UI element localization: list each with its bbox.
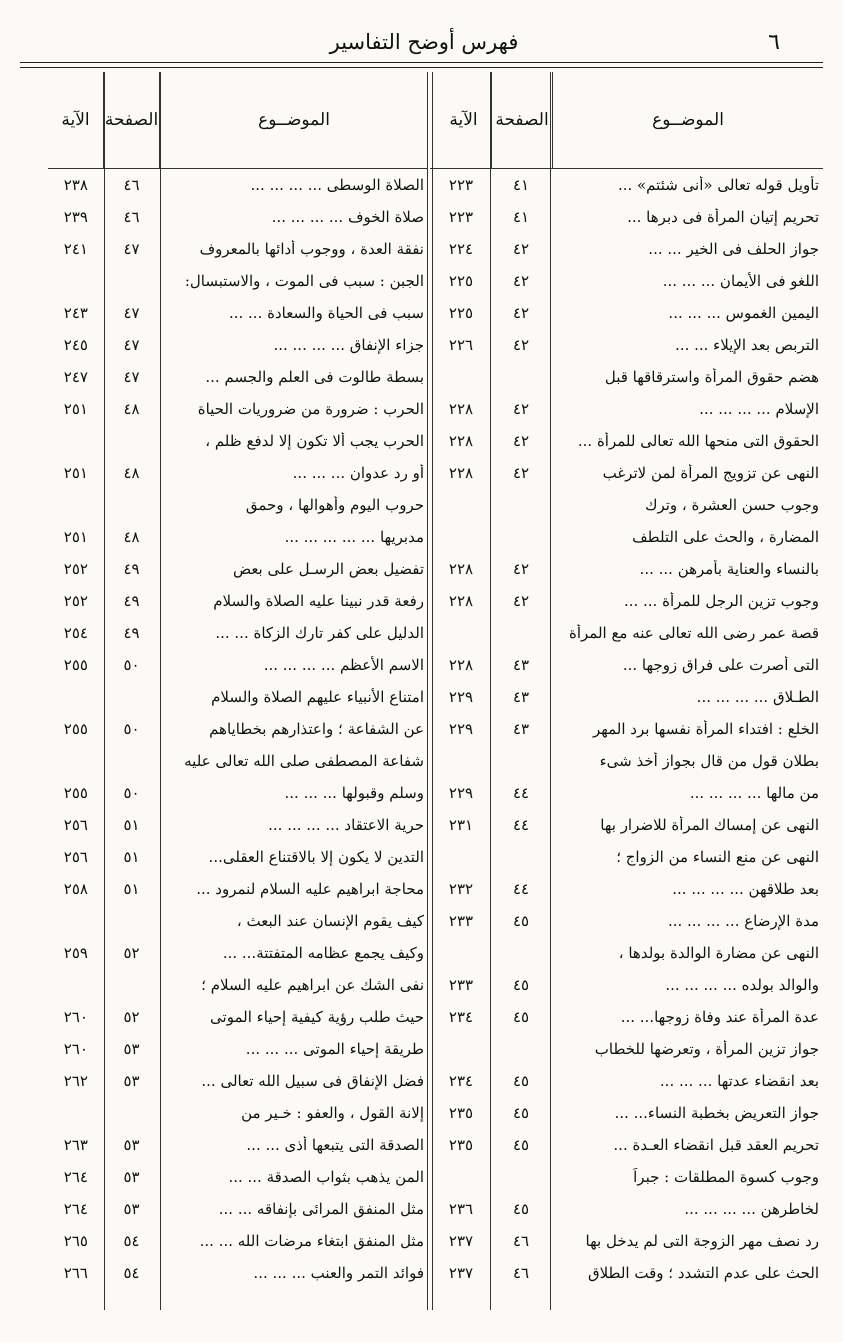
header-page: الصفحة [103,72,160,168]
entry-topic: كيف يقوم الإنسان عند البعث ، [236,912,424,930]
index-entry [430,649,823,681]
entry-verse: ٢٥٢ [63,592,88,610]
entry-topic: بسطة طالوت فى العلم والجسم ... [205,368,424,386]
entry-page: ٤٢ [512,592,530,610]
entry-topic: رد نصف مهر الزوجة التى لم يدخل بها [585,1232,819,1250]
index-entry [48,1193,428,1225]
index-entry [430,681,823,713]
index-entry [48,1257,428,1289]
entry-verse: ٢٣٥ [448,1104,474,1122]
index-entry [48,329,428,361]
entry-verse: ٢٥٢ [63,560,88,578]
index-entry [48,713,428,745]
entry-page: ٤٥ [512,976,530,994]
entry-verse: ٢٣٨ [63,176,88,194]
entry-topic: تفضيل بعض الرسـل على بعض [232,560,424,578]
header-topic: الموضــوع [258,110,330,130]
index-entry [48,489,428,521]
index-entry [430,553,823,585]
index-entry [430,1257,823,1289]
entry-topic: بالنساء والعناية بأمرهن ... ... [639,560,819,578]
entry-verse: ٢٢٥ [448,272,474,290]
index-entry [48,521,428,553]
entry-topic: جواز تزين المرأة ، وتعرضها للخطاب [594,1040,819,1058]
index-entry [430,873,823,905]
entry-verse: ٢٢٩ [448,720,474,738]
index-entry [430,393,823,425]
entry-verse: ٢٢٩ [448,688,474,706]
entry-topic: مثل المنفق ابتغاء مرضات الله ... ... [199,1232,424,1250]
entry-page: ٤٦ [512,1232,530,1250]
entry-verse: ٢٢٣ [448,208,474,226]
index-entry [48,649,428,681]
entry-topic: وجوب تزين الرجل للمرأة ... ... [623,592,819,610]
entry-verse: ٢٥٨ [63,880,88,898]
entry-page: ٥٣ [123,1040,140,1058]
entry-topic: الحرب : ضرورة من ضروريات الحياة [197,400,424,418]
entry-page: ٤٩ [123,592,140,610]
index-entry [48,393,428,425]
entry-topic: حرية الاعتقاد ... ... ... ... [268,816,424,834]
entry-topic: شفاعة المصطفى صلى الله تعالى عليه [184,752,424,770]
entry-topic: الدليل على كفر تارك الزكاة ... ... [215,624,424,642]
entry-topic: بطلان قول من قال بجواز أخذ شىء [599,752,819,770]
index-entry [48,297,428,329]
entry-verse: ٢٥٥ [63,656,88,674]
entry-verse: ٢٥٥ [63,784,88,802]
index-entry [430,841,823,873]
entry-page: ٤٨ [123,528,140,546]
entry-page: ٤٥ [512,912,530,930]
entry-verse: ٢٦٤ [63,1168,88,1186]
entry-topic: التدين لا يكون إلا بالاقتناع العقلى... [208,848,424,866]
entry-topic: فوائد التمر والعنب ... ... ... [253,1264,424,1282]
entry-topic: الإسلام ... ... ... ... [699,400,819,418]
column-line [550,72,551,1310]
index-entry [48,777,428,809]
entry-topic: هضم حقوق المرأة واسترقاقها قبل [604,368,819,386]
index-entry [430,777,823,809]
entry-page: ٥١ [123,880,140,898]
column-headers-right [430,72,823,169]
entry-topic: لخاطرهن ... ... ... ... [684,1200,819,1218]
index-entry [430,265,823,297]
entry-page: ٤٥ [512,1136,530,1154]
index-entry [48,1033,428,1065]
entry-page: ٥٤ [123,1232,140,1250]
entry-topic: وجوب كسوة المطلقات : جبراً [633,1168,819,1186]
entry-topic: سبب فى الحياة والسعادة ... ... [228,304,424,322]
entry-page: ٤٦ [123,176,140,194]
entry-topic: مدبريها ... ... ... ... ... [284,528,424,546]
entry-page: ٤٢ [512,240,530,258]
entry-page: ٤٧ [123,336,140,354]
index-entry [430,297,823,329]
entry-verse: ٢٥٦ [63,816,88,834]
entry-page: ٤٥ [512,1072,530,1090]
header-verse: الآية [61,110,90,130]
entry-page: ٥٣ [123,1168,140,1186]
index-entry [430,329,823,361]
index-rows-left [48,169,428,1289]
entry-topic: الاسم الأعظم ... ... ... ... [263,656,424,674]
entry-topic: محاجة ابراهيم عليه السلام لنمرود ... [196,880,424,898]
index-entry [48,1129,428,1161]
index-rows-right [430,169,823,1289]
entry-verse: ٢٥١ [63,528,88,546]
index-entry [430,969,823,1001]
entry-topic: امتناع الأنبياء عليهم الصلاة والسلام [211,688,424,706]
entry-page: ٤١ [512,208,530,226]
entry-topic: نفى الشك عن ابراهيم عليه السلام ؛ [201,976,424,994]
entry-topic: بعد انقضاء عدتها ... ... ... [659,1072,819,1090]
entry-page: ٤٢ [512,464,530,482]
entry-page: ٥١ [123,848,140,866]
entry-page: ٤٣ [512,688,530,706]
entry-page: ٤٤ [512,784,530,802]
index-entry [48,169,428,201]
index-entry [430,905,823,937]
index-entry [430,745,823,777]
entry-verse: ٢٥١ [63,400,88,418]
entry-verse: ٢٥١ [63,464,88,482]
index-entry [430,809,823,841]
index-entry [48,1001,428,1033]
entry-topic: قصة عمر رضى الله تعالى عنه مع المرأة [568,624,819,642]
entry-verse: ٢٥٤ [63,624,88,642]
entry-topic: الحرب يجب ألا تكون إلا لدفع ظلم ، [205,432,424,450]
entry-verse: ٢٣٤ [448,1008,474,1026]
index-entry [430,201,823,233]
entry-verse: ٢٣٩ [63,208,88,226]
entry-topic: النهى عن منع النساء من الزواج ؛ [616,848,819,866]
entry-page: ٥٣ [123,1072,140,1090]
entry-verse: ٢٢٥ [448,304,474,322]
entry-page: ٤٧ [123,368,140,386]
entry-page: ٥١ [123,816,140,834]
entry-page: ٤٦ [512,1264,530,1282]
entry-page: ٤٧ [123,304,140,322]
header-verse: الآية [449,110,478,130]
entry-page: ٤٢ [512,560,530,578]
entry-topic: من مالها ... ... ... ... [689,784,819,802]
entry-topic: تحريم إتيان المرأة فى دبرها ... [627,208,819,226]
entry-page: ٤٣ [512,656,530,674]
entry-verse: ٢٤٣ [63,304,88,322]
entry-page: ٥٠ [123,720,140,738]
entry-verse: ٢٢٤ [448,240,474,258]
entry-topic: النهى عن إمساك المرأة للاضرار بها [600,816,819,834]
entry-page: ٤٣ [512,720,530,738]
entry-topic: حيث طلب رؤية كيفية إحياء الموتى [210,1008,424,1026]
index-entry [48,233,428,265]
entry-topic: النهى عن مضارة الوالدة بولدها ، [618,944,819,962]
index-entry [48,745,428,777]
entry-verse: ٢٦٢ [63,1072,88,1090]
entry-page: ٥٣ [123,1136,140,1154]
entry-topic: مدة الإرضاع ... ... ... ... [667,912,819,930]
index-entry [430,1001,823,1033]
index-entry [48,1065,428,1097]
entry-topic: الحقوق التى منحها الله تعالى للمرأة ... [577,432,819,450]
entry-topic: رفعة قدر نبينا عليه الصلاة والسلام [213,592,424,610]
entry-verse: ٢٣٧ [448,1264,474,1282]
index-entry [430,713,823,745]
index-entry [48,553,428,585]
index-entry [430,169,823,201]
entry-page: ٤٢ [512,432,530,450]
index-entry [430,1097,823,1129]
entry-page: ٤٢ [512,400,530,418]
entry-topic: النهى عن تزويج المرأة لمن لاترغب [602,464,819,482]
entry-verse: ٢٦٥ [63,1232,88,1250]
entry-topic: التى أصرت على فراق زوجها ... [622,656,819,674]
index-entry [430,1161,823,1193]
entry-page: ٥٢ [123,1008,140,1026]
entry-verse: ٢٥٥ [63,720,88,738]
entry-topic: صلاة الخوف ... ... ... ... [271,208,424,226]
index-entry [430,521,823,553]
entry-topic: تحريم العقد قبل انقضاء العـدة ... [613,1136,819,1154]
index-entry [48,809,428,841]
entry-verse: ٢٤١ [63,240,88,258]
index-entry [430,617,823,649]
entry-topic: التربص بعد الإيلاء ... ... [675,336,819,354]
entry-topic: تأويل قوله تعالى «أنى شئتم» ... [617,176,819,194]
entry-page: ٤٤ [512,880,530,898]
entry-topic: نفقة العدة ، ووجوب أدائها بالمعروف [199,240,424,258]
entry-page: ٤٤ [512,816,530,834]
index-entry [430,585,823,617]
index-entry [48,201,428,233]
index-entry [430,489,823,521]
entry-topic: المضارة ، والحث على التلطف [632,528,819,546]
entry-page: ٤٥ [512,1200,530,1218]
entry-page: ٤٩ [123,624,140,642]
index-entry [48,873,428,905]
index-entry [48,681,428,713]
entry-topic: مثل المنفق المرائى بإنفاقه ... ... [218,1200,424,1218]
index-entry [48,457,428,489]
entry-page: ٤١ [512,176,530,194]
index-entry [430,1065,823,1097]
entry-verse: ٢٥٦ [63,848,88,866]
entry-verse: ٢٤٧ [63,368,88,386]
entry-topic: بعد طلاقهن ... ... ... ... [672,880,819,898]
entry-topic: والوالد بولده ... ... ... ... [665,976,819,994]
entry-page: ٥٢ [123,944,140,962]
entry-verse: ٢٦٣ [63,1136,88,1154]
column-headers-left [48,72,428,169]
entry-verse: ٢٦٤ [63,1200,88,1218]
index-entry [430,457,823,489]
index-entry [430,361,823,393]
entry-topic: جواز الحلف فى الخير ... ... [648,240,819,258]
index-entry [48,265,428,297]
entry-topic: وكيف يجمع عظامه المتفتتة... ... [222,944,424,962]
entry-verse: ٢٣٣ [448,976,474,994]
entry-page: ٤٢ [512,272,530,290]
entry-verse: ٢٢٨ [448,592,474,610]
entry-verse: ٢٤٥ [63,336,88,354]
entry-verse: ٢٦٠ [63,1040,88,1058]
page-number: ٦ [768,30,780,55]
entry-page: ٤٨ [123,400,140,418]
entry-verse: ٢٢٣ [448,176,474,194]
entry-page: ٥٣ [123,1200,140,1218]
index-column-left [48,72,428,1310]
entry-page: ٤٥ [512,1008,530,1026]
entry-topic: وسلم وقبولها ... ... ... [284,784,424,802]
entry-verse: ٢٣٣ [448,912,474,930]
entry-page: ٤٥ [512,1104,530,1122]
entry-topic: جزاء الإنفاق ... ... ... ... [273,336,424,354]
entry-topic: أو رد عدوان ... ... ... [292,464,424,482]
index-entry [48,425,428,457]
index-entry [430,937,823,969]
entry-page: ٤٢ [512,336,530,354]
entry-verse: ٢٢٦ [448,336,474,354]
entry-verse: ٢٣٥ [448,1136,474,1154]
entry-topic: الحث على عدم التشدد ؛ وقت الطلاق [587,1264,819,1282]
entry-verse: ٢٦٦ [63,1264,88,1282]
entry-topic: الجبن : سبب فى الموت ، والاستبسال: [184,272,424,290]
entry-topic: الصدقة التى يتبعها أذى ... ... [246,1136,424,1154]
entry-topic: الخلع : افتداء المرأة نفسها برد المهر [592,720,819,738]
index-entry [48,905,428,937]
index-entry [48,937,428,969]
entry-topic: إلانة القول ، والعفو : خـير من [241,1104,424,1122]
entry-page: ٥٠ [123,656,140,674]
header-rule-bottom [20,67,823,68]
entry-verse: ٢٢٩ [448,784,474,802]
header-rule-top [20,62,823,63]
entry-verse: ٢٥٩ [63,944,88,962]
index-entry [430,1193,823,1225]
entry-topic: وجوب حسن العشرة ، وترك [645,496,819,514]
entry-verse: ٢٢٨ [448,656,474,674]
column-line [160,72,161,1310]
page-header [50,28,798,64]
index-entry [48,1161,428,1193]
entry-verse: ٢٢٨ [448,464,474,482]
entry-topic: المن يذهب بثواب الصدقة ... ... [228,1168,424,1186]
entry-topic: عن الشفاعة ؛ واعتذارهم بخطاياهم [209,720,424,738]
entry-verse: ٢٣٧ [448,1232,474,1250]
entry-topic: جواز التعريض بخطبة النساء... ... [614,1104,819,1122]
entry-topic: اللغو فى الأيمان ... ... ... [662,272,819,290]
index-entry [48,617,428,649]
header-page: الصفحة [491,72,553,168]
entry-page: ٤٢ [512,304,530,322]
header-topic: الموضــوع [652,110,724,130]
index-entry [430,1129,823,1161]
column-line [490,72,491,1310]
index-entry [48,969,428,1001]
entry-verse: ٢٢٨ [448,400,474,418]
entry-verse: ٢٣١ [448,816,474,834]
entry-topic: عدة المرأة عند وفاة زوجها... ... [620,1008,819,1026]
entry-page: ٥٠ [123,784,140,802]
entry-verse: ٢٦٠ [63,1008,88,1026]
index-entry [430,1225,823,1257]
entry-page: ٥٤ [123,1264,140,1282]
entry-page: ٤٨ [123,464,140,482]
index-entry [430,233,823,265]
entry-topic: اليمين الغموس ... ... ... [668,304,819,322]
index-entry [48,1097,428,1129]
index-column-right [430,72,823,1310]
index-entry [48,1225,428,1257]
entry-page: ٤٩ [123,560,140,578]
entry-verse: ٢٣٢ [448,880,474,898]
index-entry [48,841,428,873]
column-line [104,72,105,1310]
entry-topic: الطـلاق ... ... ... ... [696,688,819,706]
entry-verse: ٢٣٤ [448,1072,474,1090]
column-divider [427,72,433,1310]
entry-verse: ٢٣٦ [448,1200,474,1218]
entry-topic: حروب اليوم وأهوالها ، وحمق [245,496,424,514]
entry-verse: ٢٢٨ [448,432,474,450]
index-entry [48,361,428,393]
index-entry [430,425,823,457]
running-title: فهرس أوضح التفاسير [329,30,519,54]
entry-page: ٤٧ [123,240,140,258]
entry-topic: طريقة إحياء الموتى ... ... ... [245,1040,424,1058]
entry-verse: ٢٢٨ [448,560,474,578]
entry-topic: الصلاة الوسطى ... ... ... ... [250,176,424,194]
index-entry [48,585,428,617]
index-entry [430,1033,823,1065]
entry-topic: فضل الإنفاق فى سبيل الله تعالى ... [201,1072,424,1090]
entry-page: ٤٦ [123,208,140,226]
